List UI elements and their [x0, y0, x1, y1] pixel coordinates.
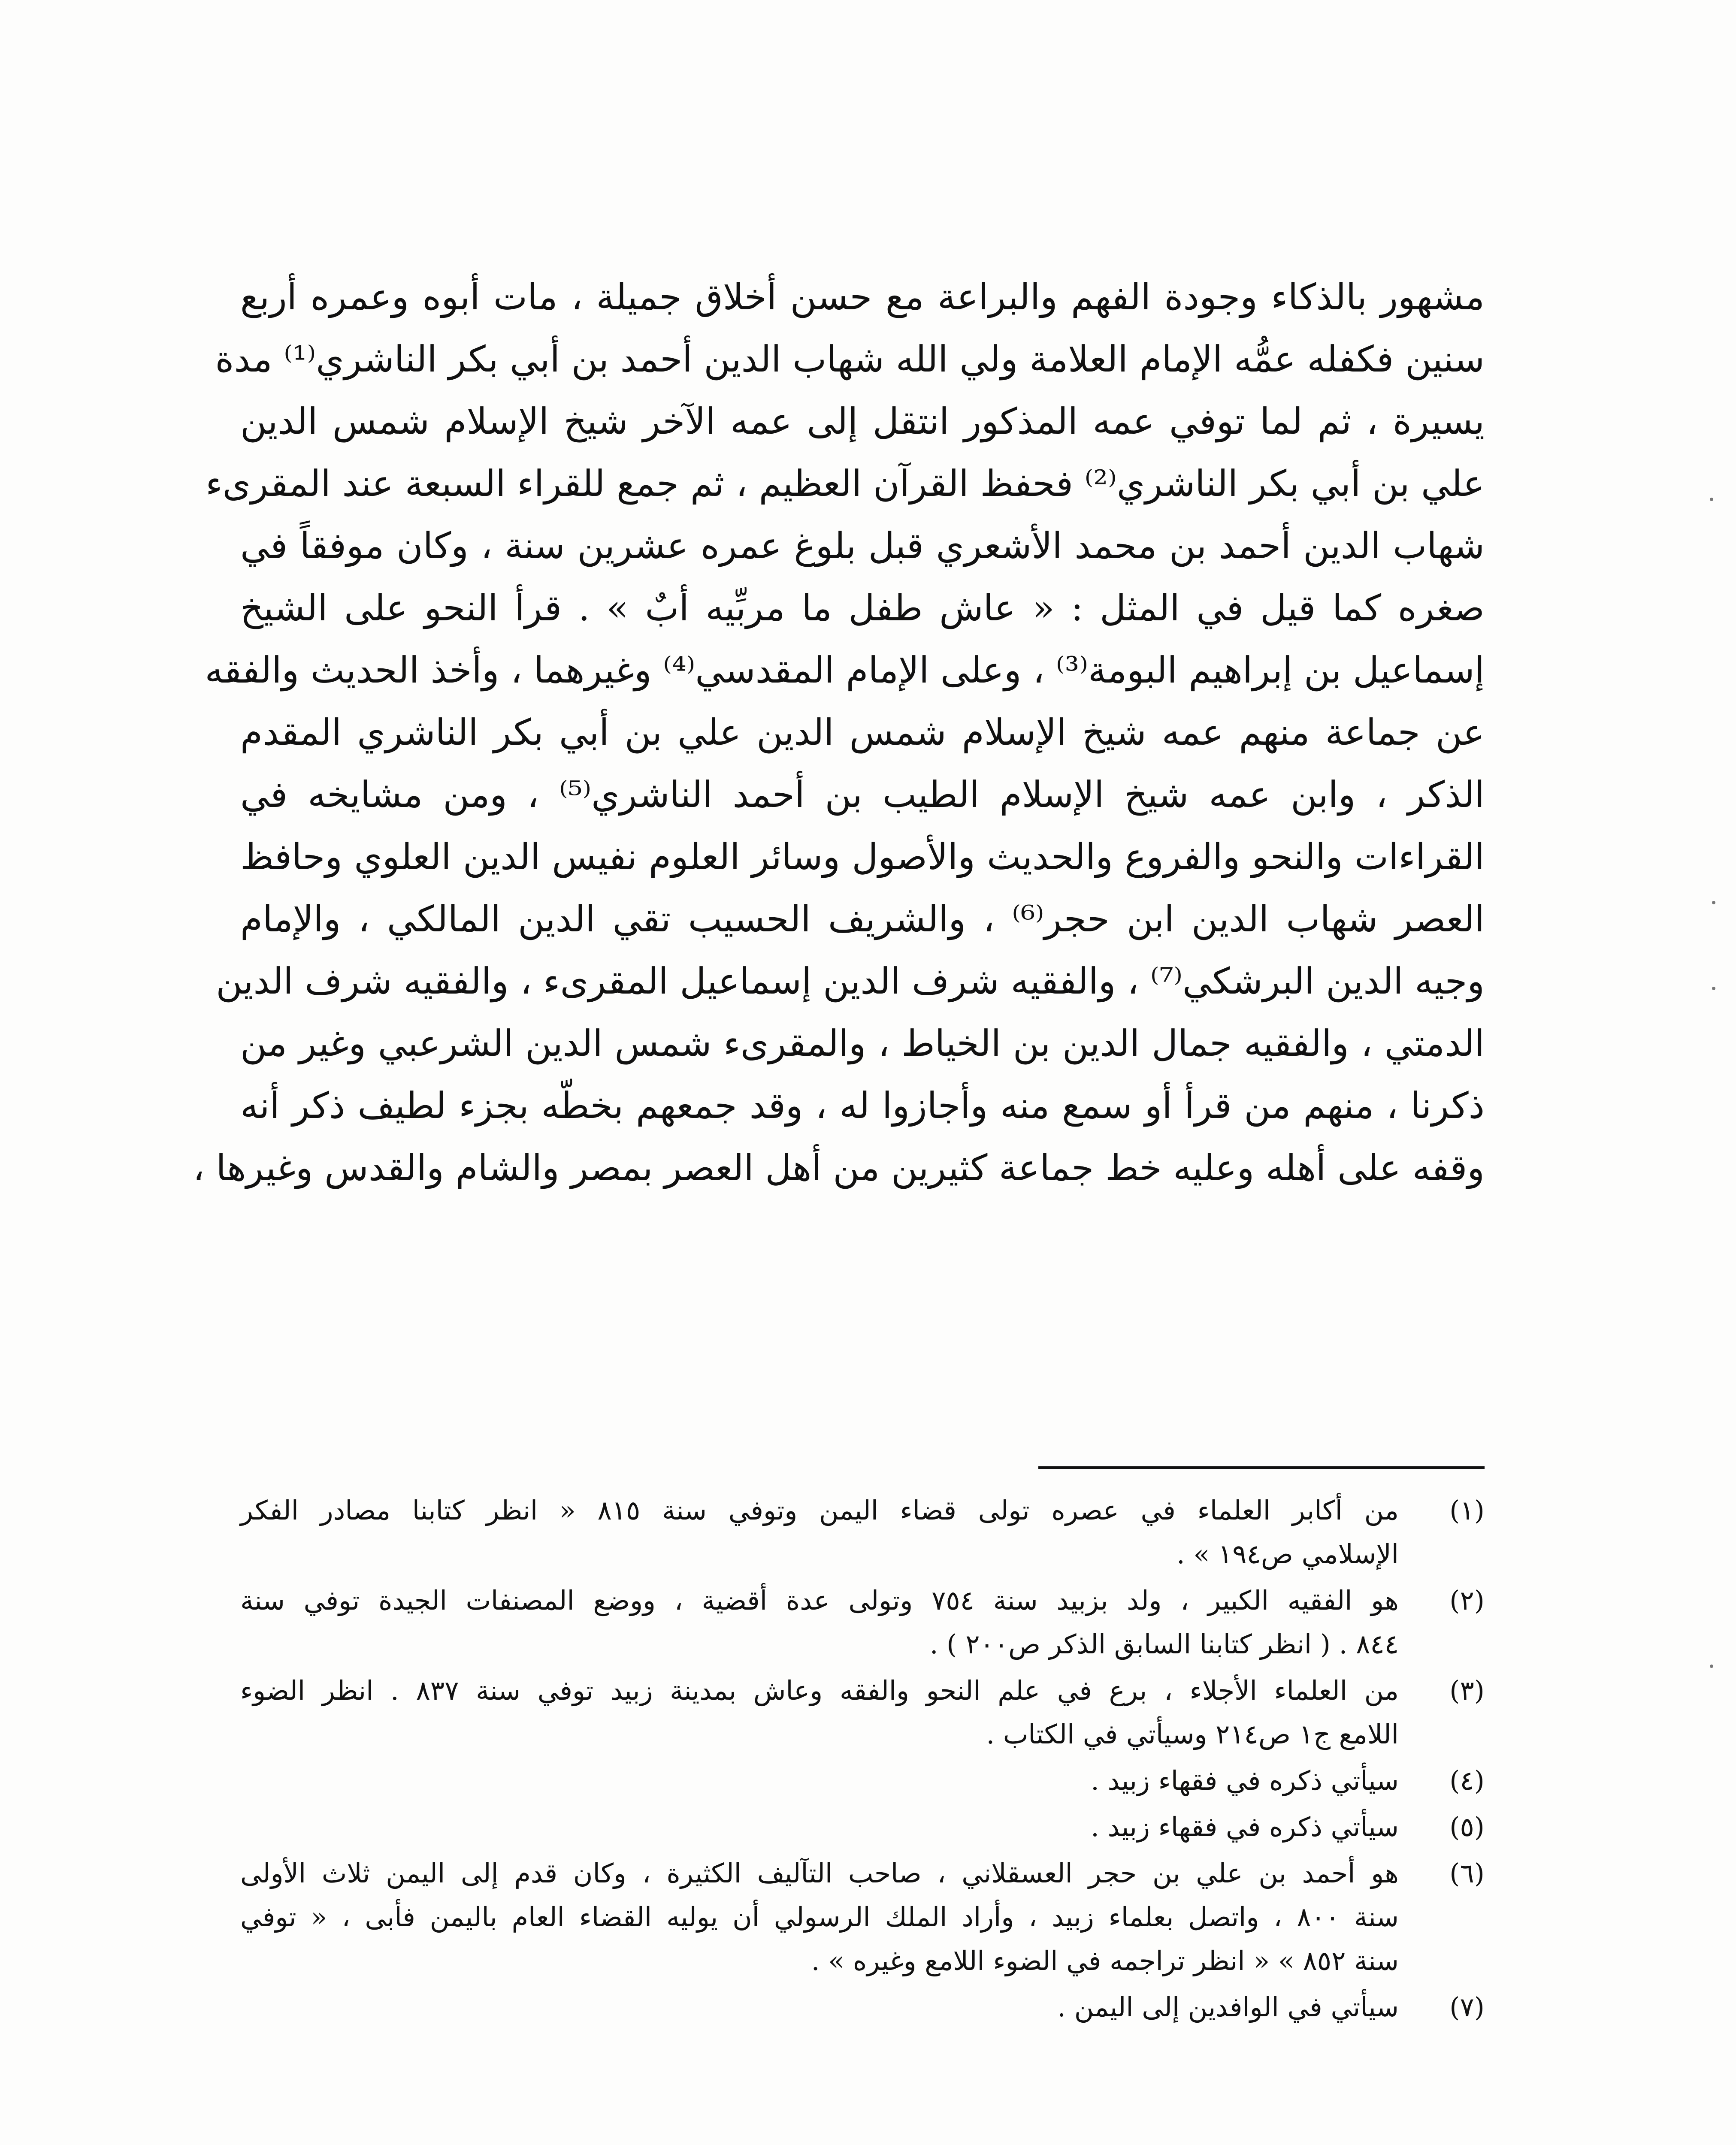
footnote-number: (٧)	[1449, 1991, 1485, 2023]
footnote-text	[240, 1985, 1399, 2029]
footnote-line: سيأتي ذكره في فقهاء زبيد .	[1091, 1765, 1399, 1796]
footnote-7	[240, 1985, 1485, 2029]
footnote-line: من أكابر العلماء في عصره تولى قضاء اليمن وتوفي سنة ٨١٥ « انظر كتابنا مصادر الفكر	[240, 1495, 1399, 1526]
scan-speck	[1712, 901, 1715, 904]
footnote-1	[240, 1489, 1485, 1576]
footnote-line: ٨٤٤ . ( انظر كتابنا السابق الذكر ص٢٠٠ ) .	[929, 1628, 1399, 1660]
footnote-line: سنة ٨٥٢ » « انظر تراجمه في الضوء اللامع وغيره » .	[811, 1945, 1399, 1976]
footnotes-block	[240, 1489, 1485, 2032]
footnote-6	[240, 1852, 1485, 1983]
footnote-number: (٢)	[1449, 1585, 1485, 1616]
text-line: عن جماعة منهم عمه شيخ الإسلام شمس الدين علي بن أبي بكر الناشري المقدم	[240, 711, 1485, 753]
footnote-line: سيأتي في الوافدين إلى اليمن .	[1057, 1991, 1399, 2023]
footnote-line: اللامع ج١ ص٢١٤ وسيأتي في الكتاب .	[986, 1719, 1399, 1750]
scan-speck	[1710, 498, 1713, 501]
text-line: صغره كما قيل في المثل : « عاش طفل ما مربِّيه أبٌ » . قرأ النحو على الشيخ	[240, 587, 1485, 629]
footnote-text	[240, 1852, 1399, 1983]
text-line: الدمتي ، والفقيه جمال الدين بن الخياط ، والمقرىء شمس الدين الشرعبي وغير من	[240, 1022, 1485, 1064]
footnote-3	[240, 1669, 1485, 1756]
footnote-number: (٦)	[1449, 1858, 1485, 1889]
footnote-line: هو أحمد بن علي بن حجر العسقلاني ، صاحب التآليف الكثيرة ، وكان قدم إلى اليمن ثلاث الأولى	[240, 1858, 1399, 1889]
footnote-line: سيأتي ذكره في فقهاء زبيد .	[1091, 1811, 1399, 1843]
footnote-number: (٥)	[1449, 1811, 1485, 1843]
footnote-text	[240, 1489, 1399, 1576]
text-line: وقفه على أهله وعليه خط جماعة كثيرين من أهل العصر بمصر والشام والقدس وغيرها ،	[193, 1147, 1485, 1189]
text-line: علي بن أبي بكر الناشري⁽²⁾ فحفظ القرآن العظيم ، ثم جمع للقراء السبعة عند المقرىء	[206, 462, 1485, 505]
text-line: العصر شهاب الدين ابن حجر⁽⁶⁾ ، والشريف الحسيب تقي الدين المالكي ، والإمام	[240, 898, 1485, 940]
text-line: شهاب الدين أحمد بن محمد الأشعري قبل بلوغ عمره عشرين سنة ، وكان موفقاً في	[240, 525, 1485, 567]
footnote-5	[240, 1805, 1485, 1849]
footnote-line: الإسلامي ص١٩٤ » .	[1176, 1538, 1399, 1570]
text-line: الذكر ، وابن عمه شيخ الإسلام الطيب بن أحمد الناشري⁽⁵⁾ ، ومن مشايخه في	[240, 773, 1485, 816]
scan-speck	[1712, 987, 1715, 990]
footnote-text	[240, 1805, 1399, 1849]
footnote-line: سنة ٨٠٠ ، واتصل بعلماء زبيد ، وأراد الملك الرسولي أن يوليه القضاء العام باليمن فأبى ، « توفي	[240, 1901, 1399, 1933]
footnote-separator	[1038, 1466, 1485, 1469]
footnote-text	[240, 1669, 1399, 1756]
footnote-number: (٤)	[1449, 1765, 1485, 1796]
footnote-4	[240, 1759, 1485, 1803]
footnote-text	[240, 1759, 1399, 1803]
footnote-text	[240, 1579, 1399, 1666]
text-line: وجيه الدين البرشكي⁽⁷⁾ ، والفقيه شرف الدين إسماعيل المقرىء ، والفقيه شرف الدين	[216, 960, 1485, 1002]
footnote-2	[240, 1579, 1485, 1666]
text-line: سنين فكفله عمُّه الإمام العلامة ولي الله شهاب الدين أحمد بن أبي بكر الناشري⁽¹⁾ مدة	[215, 338, 1485, 380]
footnote-number: (١)	[1449, 1495, 1485, 1526]
text-line: مشهور بالذكاء وجودة الفهم والبراعة مع حسن أخلاق جميلة ، مات أبوه وعمره أربع	[240, 276, 1485, 318]
footnote-line: من العلماء الأجلاء ، برع في علم النحو والفقه وعاش بمدينة زبيد توفي سنة ٨٣٧ . انظر الضوء	[240, 1675, 1399, 1706]
text-line: ذكرنا ، منهم من قرأ أو سمع منه وأجازوا له ، وقد جمعهم بخطّه بجزء لطيف ذكر أنه	[240, 1085, 1485, 1127]
footnote-number: (٣)	[1449, 1675, 1485, 1706]
text-line: القراءات والنحو والفروع والحديث والأصول وسائر العلوم نفيس الدين العلوي وحافظ	[240, 836, 1485, 878]
footnote-line: هو الفقيه الكبير ، ولد بزبيد سنة ٧٥٤ وتولى عدة أقضية ، ووضع المصنفات الجيدة توفي سنة	[240, 1585, 1399, 1616]
main-text-block	[193, 266, 1485, 1199]
text-line: إسماعيل بن إبراهيم البومة⁽³⁾ ، وعلى الإمام المقدسي⁽⁴⁾ وغيرهما ، وأخذ الحديث والفقه	[205, 649, 1485, 691]
text-line: يسيرة ، ثم لما توفي عمه المذكور انتقل إلى عمه الآخر شيخ الإسلام شمس الدين	[240, 400, 1485, 442]
scan-speck	[1710, 1665, 1713, 1668]
